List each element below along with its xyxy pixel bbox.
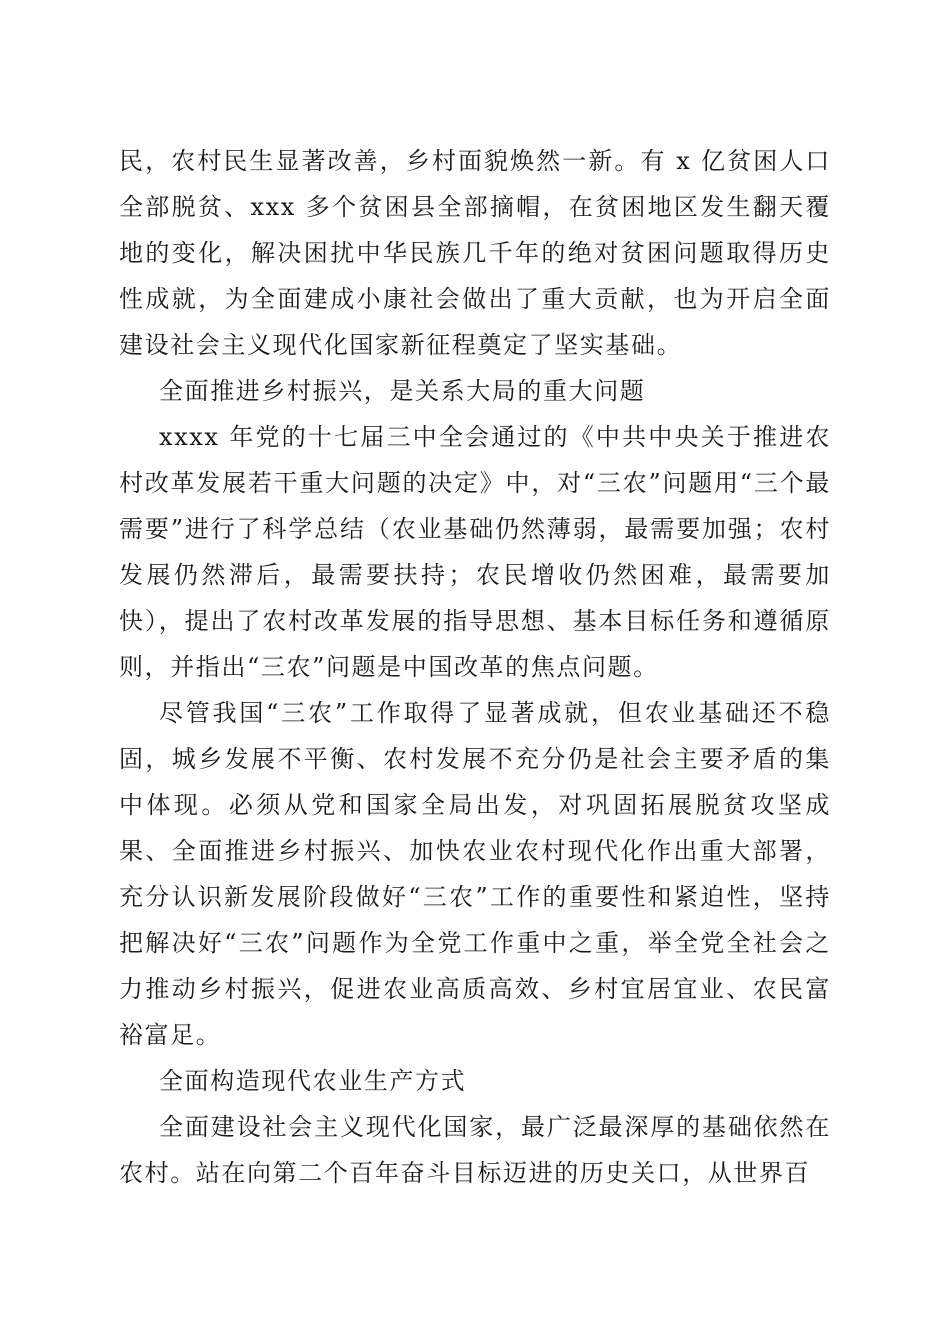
section-heading-modern-agriculture: 全面构造现代农业生产方式 [159,1067,467,1095]
document-body [119,138,831,1196]
paragraph-agriculture-foundation: 尽管我国“三农”工作取得了显著成就，但农业基础还不稳固，城乡发展不平衡、农村发展不充分仍是社会主要矛盾的集中体现。必须从党和国家全局出发，对巩固拓展脱贫攻坚成果、全面推进乡村振兴、加快农业农村现代化作出重大部署，充分认识新发展阶段做好“三农”工作的重要性和紧迫性，坚持把解决好“三农”问题作为全党工作重中之重，举全党全社会之力推动乡村振兴，促进农业高质高效、乡村宜居宜业、农民富裕富足。 [119,699,831,1049]
paragraph-modernization: 全面建设社会主义现代化国家，最广泛最深厚的基础依然在农村。站在向第二个百年奋斗目标迈进的历史关口，从世界百 [119,1113,831,1187]
paragraph-third-plenum: xxxx 年党的十七届三中全会通过的《中共中央关于推进农村改革发展若干重大问题的决定》中，对“三农”问题用“三个最需要”进行了科学总结（农业基础仍然薄弱，最需要加强；农村发展仍然滞后，最需要扶持；农民增收仍然困难，最需要加快），提出了农村改革发展的指导思想、基本目标任务和遵循原则，并指出“三农”问题是中国改革的焦点问题。 [119,423,831,681]
section-heading-rural-revitalization: 全面推进乡村振兴，是关系大局的重大问题 [159,377,646,405]
paragraph-continued: 民，农村民生显著改善，乡村面貌焕然一新。有 x 亿贫困人口全部脱贫、xxx 多个贫困县全部摘帽，在贫困地区发生翻天覆地的变化，解决困扰中华民族几千年的绝对贫困问题取得历史性成就，为全面建成小康社会做出了重大贡献，也为开启全面建设社会主义现代化国家新征程奠定了坚实基础。 [119,147,831,359]
